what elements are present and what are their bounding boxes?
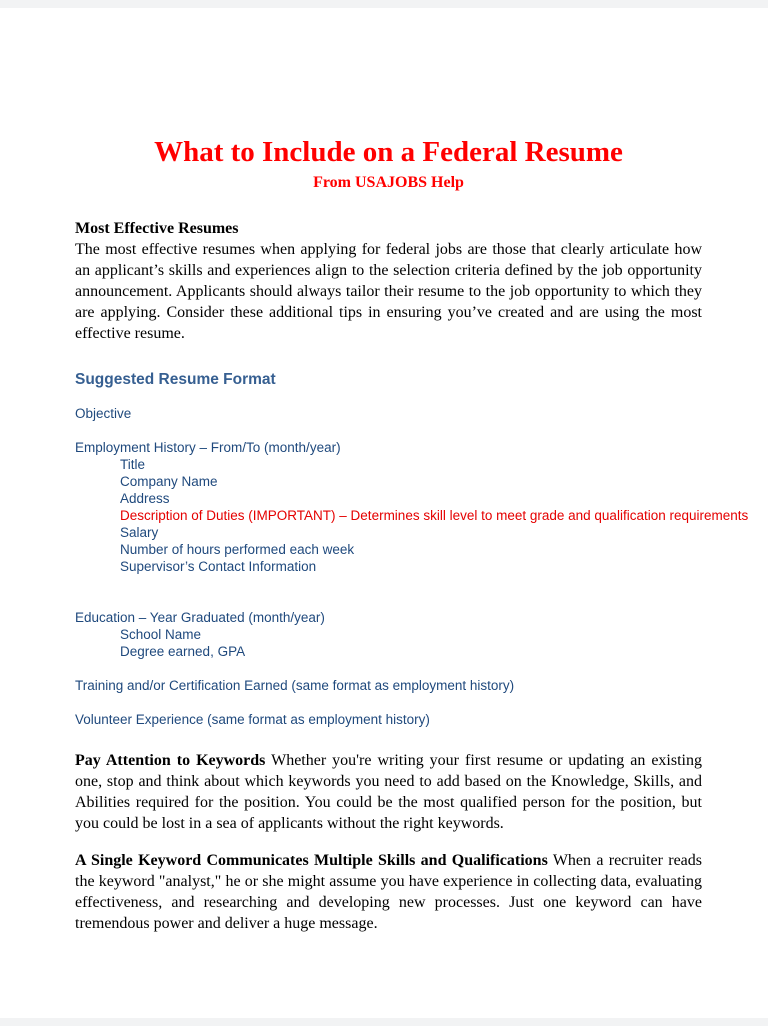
format-item-volunteer-experience: Volunteer Experience (same format as employment history) [75, 712, 430, 727]
section-heading-suggested-resume-format: Suggested Resume Format [75, 371, 276, 388]
document-content [0, 8, 768, 934]
format-item-objective: Objective [75, 406, 132, 421]
document-page [0, 8, 768, 1018]
format-item-supervisor-contact: Supervisor’s Contact Information [120, 559, 317, 574]
page-title: What to Include on a Federal Resume [154, 136, 623, 168]
section-heading-most-effective-resumes: Most Effective Resumes [75, 220, 239, 237]
format-item-school-name: School Name [120, 627, 202, 642]
paragraph-pay-attention-to-keywords [75, 750, 702, 834]
paragraph-lead-pay-attention: Pay Attention to Keywords [75, 752, 266, 769]
paragraph-most-effective-resumes: The most effective resumes when applying for federal jobs are those that clearly articulate how an applicant’s skills and experiences align to the selection criteria defined by the job opportunity announcement. Applicants should always tailor their resume to the job opportunity to which they are applying. Consider these additional tips in ensuring you’ve created and are using the most effective resume. [75, 241, 702, 342]
format-item-hours-per-week: Number of hours performed each week [120, 542, 355, 557]
format-item-description-of-duties: Description of Duties (IMPORTANT) – Determines skill level to meet grade and qualification requirements [120, 508, 749, 523]
format-item-degree-gpa: Degree earned, GPA [120, 644, 246, 659]
paragraph-body-pay-attention: Whether you're writing your first resume or updating an existing one, stop and think about which keywords you need to add based on the Knowledge, Skills, and Abilities required for the position. You could be the most qualified person for the position, but you could be lost in a sea of applicants without the right keywords. [75, 752, 702, 832]
paragraph-body-single-keyword: When a recruiter reads the keyword "analyst," he or she might assume you have experience in collecting data, evaluating effectiveness, and researching and developing new processes. Just one keyword can have tremendous power and deliver a huge message. [75, 852, 702, 932]
format-item-company-name: Company Name [120, 474, 218, 489]
format-item-education: Education – Year Graduated (month/year) [75, 610, 325, 625]
format-item-address: Address [120, 491, 170, 506]
resume-format-list [75, 405, 749, 728]
page-subtitle: From USAJOBS Help [313, 174, 464, 191]
format-item-salary: Salary [120, 525, 159, 540]
format-item-employment-history: Employment History – From/To (month/year) [75, 440, 341, 455]
paragraph-lead-single-keyword: A Single Keyword Communicates Multiple Skills and Qualifications [75, 852, 548, 869]
format-item-title: Title [120, 457, 146, 472]
format-item-training-certification: Training and/or Certification Earned (same format as employment history) [75, 678, 515, 693]
paragraph-single-keyword [75, 850, 702, 934]
